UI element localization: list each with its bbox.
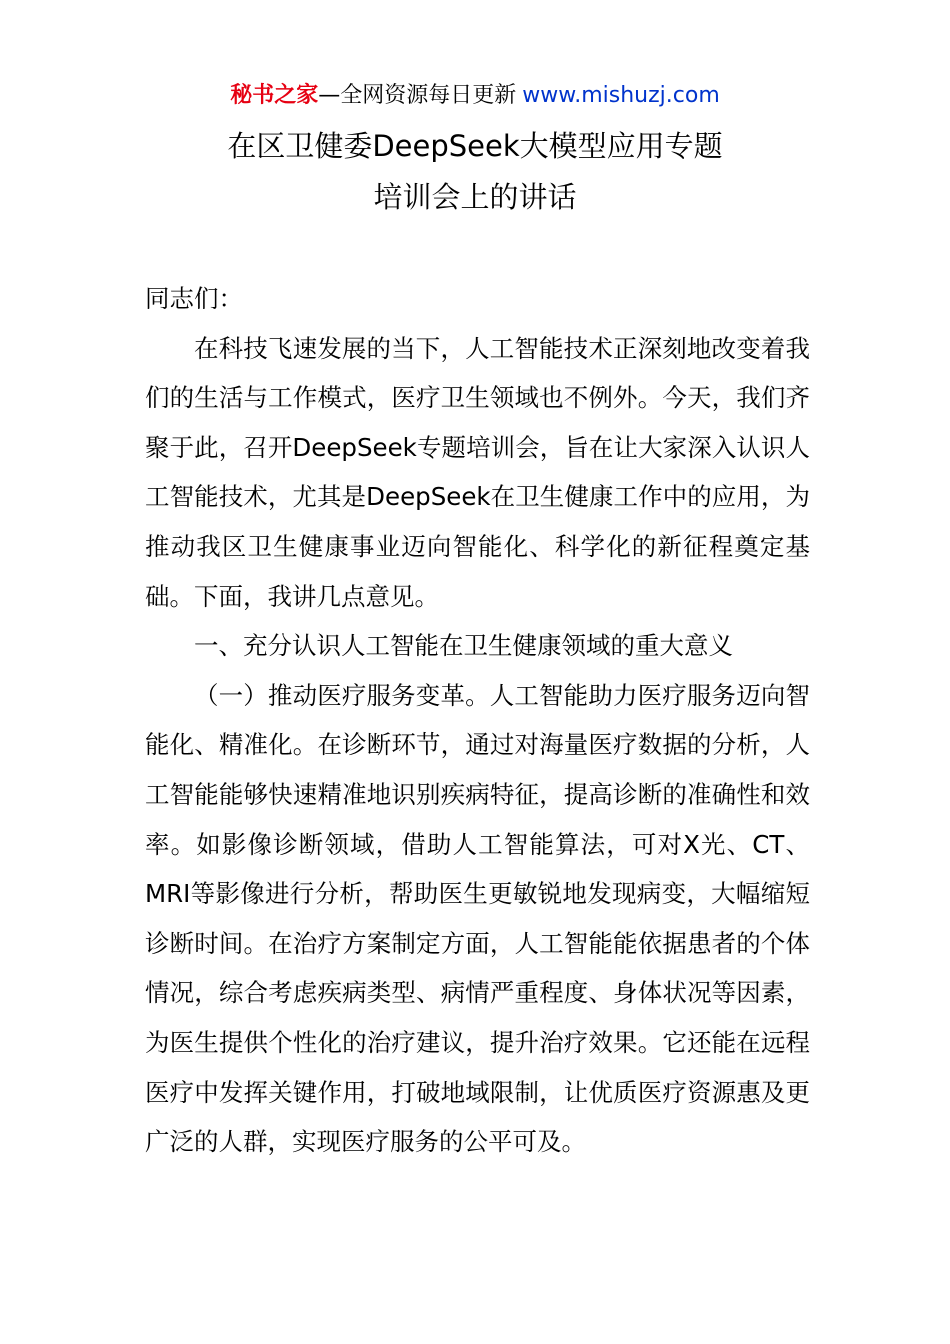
paragraph-medical-service: （一）推动医疗服务变革。人工智能助力医疗服务迈向智能化、精准化。在诊断环节，通过对海量医疗数据的分析，人工智能能够快速精准地识别疾病特征，提高诊断的准确性和效率。如影像诊断领域，借助人工智能算法，可对X光、CT、MRI等影像进行分析，帮助医生更敏锐地发现病变，大幅缩短诊断时间。在治疗方案制定方面，人工智能能依据患者的个体情况，综合考虑疾病类型、病情严重程度、身体状况等因素，为医生提供个性化的治疗建议，提升治疗效果。它还能在远程医疗中发挥关键作用，打破地域限制，让优质医疗资源惠及更广泛的人群，实现医疗服务的公平可及。 <box>145 680 810 1157</box>
document-title-line-1: 在区卫健委DeepSeek大模型应用专题 <box>227 129 723 163</box>
site-banner <box>0 80 950 112</box>
document-body <box>145 274 810 1167</box>
brand-name: 秘书之家 <box>230 83 319 108</box>
salutation: 同志们： <box>145 284 243 313</box>
paragraph-intro: 在科技飞速发展的当下，人工智能技术正深刻地改变着我们的生活与工作模式，医疗卫生领域也不例外。今天，我们齐聚于此，召开DeepSeek专题培训会，旨在让大家深入认识人工智能技术，尤其是DeepSeek在卫生健康工作中的应用，为推动我区卫生健康事业迈向智能化、科学化的新征程奠定基础。下面，我讲几点意见。 <box>145 333 810 611</box>
section-heading: 一、充分认识人工智能在卫生健康领域的重大意义 <box>194 631 733 661</box>
site-url-link[interactable]: www.mishuzj.com <box>522 83 720 108</box>
banner-dash: — <box>318 83 341 108</box>
banner-tagline: 全网资源每日更新 <box>340 83 517 108</box>
document-title-line-2: 培训会上的讲话 <box>373 180 577 214</box>
